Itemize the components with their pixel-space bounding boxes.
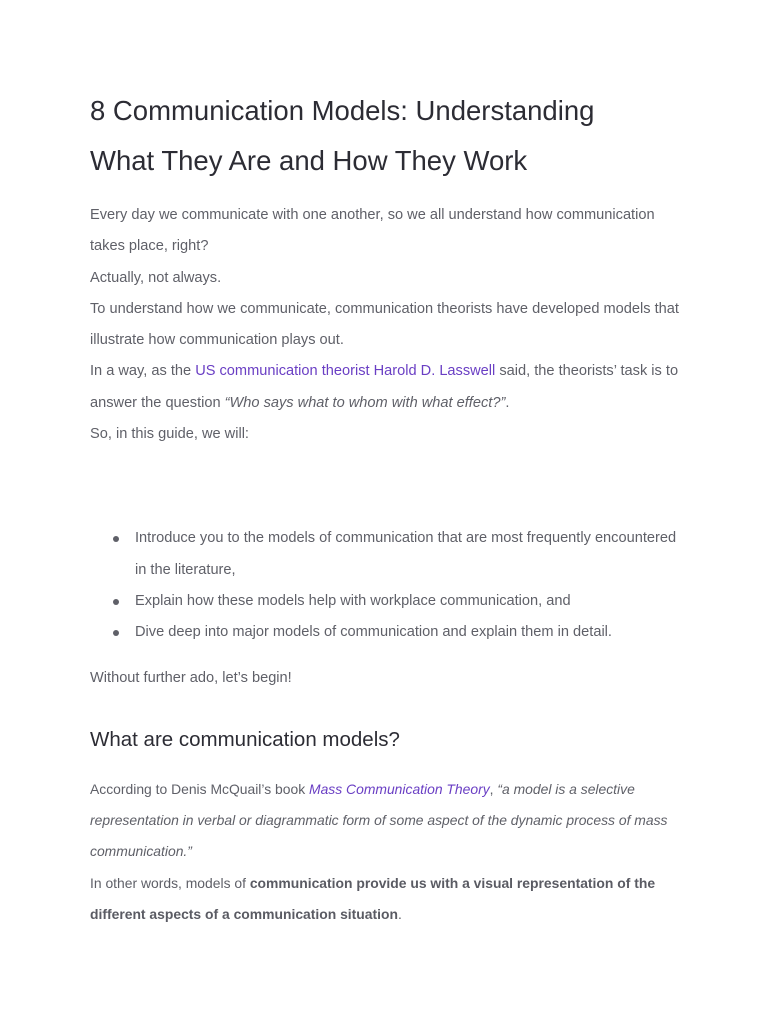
intro-text: . (505, 394, 510, 411)
section-text: . (397, 906, 402, 923)
intro-paragraph-2: Actually, not always. (90, 269, 222, 286)
guide-list (90, 523, 690, 648)
section-paragraph-1 (90, 774, 690, 868)
page-title (90, 86, 690, 186)
closing-paragraph: Without further ado, let’s begin! (90, 669, 292, 686)
list-item-text: Explain how these models help with workplace communication, and (135, 592, 571, 609)
article (90, 86, 690, 930)
intro-paragraph-4 (90, 356, 690, 419)
lasswell-link[interactable]: US communication theorist Harold D. Lasswell (195, 363, 496, 380)
mcquail-book-link[interactable]: Mass Communication Theory (309, 780, 490, 797)
section-heading: What are communication models? (90, 727, 400, 751)
title-line-2: What They Are and How They Work (90, 145, 528, 176)
intro-section (90, 200, 690, 450)
list-item (90, 586, 690, 617)
bullet-icon (113, 630, 119, 636)
intro-paragraph-1: Every day we communicate with one another, so we all understand how communication takes place, right? (90, 207, 655, 255)
intro-paragraph-5: So, in this guide, we will: (90, 426, 249, 443)
intro-text: said, the theorists’ task is to answer the question (90, 363, 679, 411)
bullet-icon (113, 599, 119, 605)
spacer (90, 450, 690, 523)
mcquail-quote: “a model is a selective representation in verbal or diagrammatic form of some aspect of the dynamic process of mass communication.” (90, 780, 668, 860)
list-item (90, 617, 690, 648)
intro-text: In a way, as the (90, 363, 196, 380)
intro-paragraph-3: To understand how we communicate, communication theorists have developed models that illustrate how communication plays out. (90, 300, 679, 349)
lasswell-quote: “Who says what to whom with what effect?” (224, 394, 506, 411)
section-text: According to Denis McQuail’s book (90, 780, 310, 797)
section-text: In other words, models of (90, 874, 250, 891)
section-text: , (489, 780, 498, 797)
bullet-icon (113, 536, 119, 542)
title-line-1: 8 Communication Models: Understanding (90, 95, 595, 126)
section-paragraph-2 (90, 868, 690, 931)
list-item-text: Introduce you to the models of communication that are most frequently encountered in the literature, (135, 530, 677, 578)
list-item (90, 523, 690, 586)
list-item-text: Dive deep into major models of communication and explain them in detail. (135, 624, 612, 641)
section-body (90, 774, 690, 930)
section-emphasis: communication provide us with a visual representation of the different aspects of a communication situation (90, 874, 656, 923)
